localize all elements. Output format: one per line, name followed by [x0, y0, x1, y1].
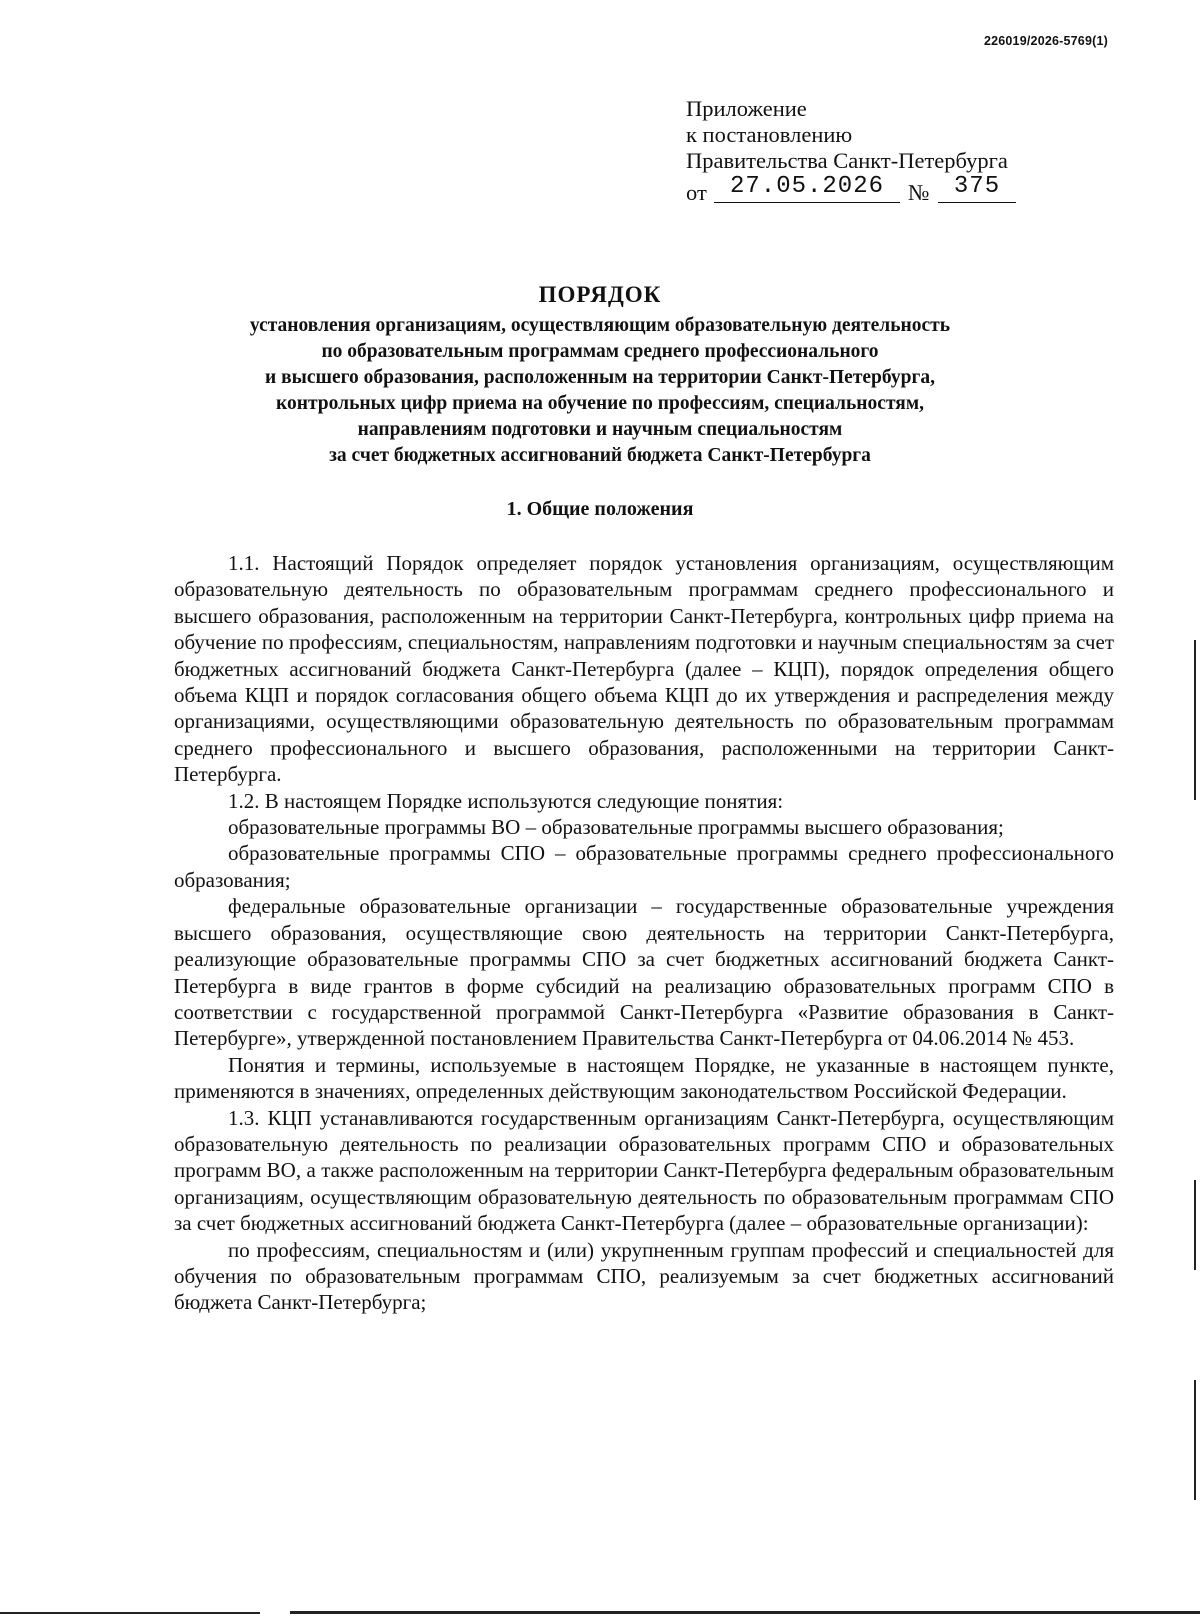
title-line: и высшего образования, расположенным на территории Санкт-Петербурга, — [265, 367, 935, 388]
registration-number: 226019/2026-5769(1) — [983, 34, 1108, 48]
section-title: 1. Общие положения — [506, 498, 694, 520]
annex-block — [686, 96, 1008, 204]
title-line: направлениям подготовки и научным специальностям — [357, 419, 843, 440]
annex-line-2: к постановлению — [686, 122, 853, 147]
date-number-line — [686, 174, 1008, 204]
date-prefix: от — [686, 180, 707, 205]
paragraph: образовательные программы ВО – образовательные программы высшего образования; — [228, 815, 1004, 840]
annex-line-1: Приложение — [686, 96, 807, 121]
date-value: 27.05.2026 — [714, 174, 900, 203]
paragraph: образовательные программы СПО – образовательные программы среднего профессионального образования; — [174, 841, 1114, 892]
title-main: ПОРЯДОК — [538, 282, 662, 307]
paragraph: Понятия и термины, используемые в настоящем Порядке, не указанные в настоящем пункте, применяются в значениях, определенных действующим законодательством Российской Федерации. — [174, 1052, 1114, 1104]
paragraph: 1.1. Настоящий Порядок определяет порядок установления организациям, осуществляющим образовательную деятельность по образовательным программам среднего профессионального и высшего образования, расположенным на территории Санкт-Петербурга, контрольных цифр приема на обучение по профессиям, специальностям, направлениям подготовки и научным специальностям за счет бюджетных ассигнований бюджета Санкт-Петербурга (далее – КЦП), порядок определения общего объема КЦП и порядок согласования общего объема КЦП до их утверждения и распределения между организациями, осуществляющими образовательную деятельность по образовательным программам среднего профессионального и высшего образования, расположенными на территории Санкт-Петербурга. — [174, 551, 1114, 787]
paragraph: федеральные образовательные организации – государственные образовательные учреждения высшего образования, осуществляющие свою деятельность на территории Санкт-Петербурга, реализующие образовательные программы СПО за счет бюджетных ассигнований бюджета Санкт-Петербурга в виде грантов в форме субсидий на реализацию образовательных программ СПО в соответствии с государственной программой Санкт-Петербурга «Развитие образования в Санкт-Петербурге», утвержденной постановлением Правительства Санкт-Петербурга от 04.06.2014 № 453. — [174, 894, 1114, 1051]
paragraph: 1.2. В настоящем Порядке используются следующие понятия: — [228, 788, 784, 813]
title-line: по образовательным программам среднего профессионального — [321, 341, 879, 362]
scan-edge-mark — [290, 1611, 1200, 1614]
scan-edge-mark — [1194, 1380, 1196, 1500]
annex-line-3: Правительства Санкт-Петербурга — [686, 148, 1008, 173]
scan-edge-mark — [1194, 640, 1196, 800]
title-line: за счет бюджетных ассигнований бюджета Санкт-Петербурга — [329, 445, 871, 466]
title-line: установления организациям, осуществляющим образовательную деятельность — [249, 315, 951, 336]
number-prefix: № — [908, 180, 930, 205]
scan-edge-mark — [1194, 1180, 1196, 1270]
title-line: контрольных цифр приема на обучение по профессиям, специальностям, — [276, 393, 924, 414]
body-text — [174, 550, 1114, 1316]
scan-edge-mark — [0, 1612, 260, 1614]
document-title — [150, 282, 1050, 469]
paragraph: по профессиям, специальностям и (или) укрупненным группам профессий и специальностей для обучения по образовательным программам СПО, реализуемым за счет бюджетных ассигнований бюджета Санкт-Петербурга; — [174, 1237, 1114, 1315]
paragraph: 1.3. КЦП устанавливаются государственным организациям Санкт-Петербурга, осуществляющим образовательную деятельность по реализации образовательных программ СПО и образовательных программ ВО, а также расположенным на территории Санкт-Петербурга федеральным образовательным организациям, осуществляющим образовательную деятельность по образовательным программам СПО за счет бюджетных ассигнований бюджета Санкт-Петербурга (далее – образовательные организации): — [174, 1105, 1114, 1236]
number-value: 375 — [938, 174, 1016, 203]
